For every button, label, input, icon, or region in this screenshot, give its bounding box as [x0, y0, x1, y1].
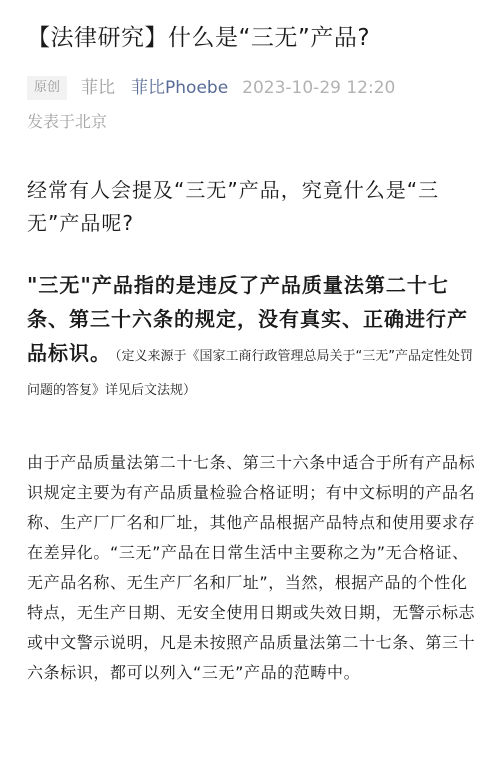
body-paragraph: 由于产品质量法第二十七条、第三十六条中适合于所有产品标识规定主要为有产品质量检验合格证明；有中文标明的产品名称、生产厂厂名和厂址，其他产品根据产品特点和使用要求存在差异化。“三无”产品在日常生活中主要称之为”无合格证、无产品名称、无生产厂名和厂址”，当然，根据产品的个性化特点，无生产日期、无安全使用日期或失效日期，无警示标志或中文警示说明，凡是未按照产品质量法第二十七条、第三十六条标识，都可以列入“三无”产品的范畴中。 [27, 453, 476, 682]
lead-paragraph: 经常有人会提及“三无”产品，究竟什么是“三无”产品呢? [27, 178, 440, 235]
article-meta [27, 76, 476, 100]
publish-date: 2023-10-29 12:20 [242, 78, 396, 98]
definition-paragraph [27, 268, 476, 404]
definition-note: （定义来源于《国家工商行政管理总局关于“三无”产品定性处罚问题的答复》详见后文法规） [27, 349, 473, 398]
definition-text: "三无"产品指的是违反了产品质量法第二十七条、第三十六条的规定，没有真实、正确进行产品标识。 [27, 273, 468, 365]
publish-location: 发表于北京 [27, 112, 108, 131]
author-name: 菲比 [81, 78, 116, 98]
article-title: 【法律研究】什么是“三无”产品? [27, 25, 371, 51]
account-link[interactable]: 菲比Phoebe [131, 78, 229, 98]
original-badge: 原创 [27, 76, 67, 100]
